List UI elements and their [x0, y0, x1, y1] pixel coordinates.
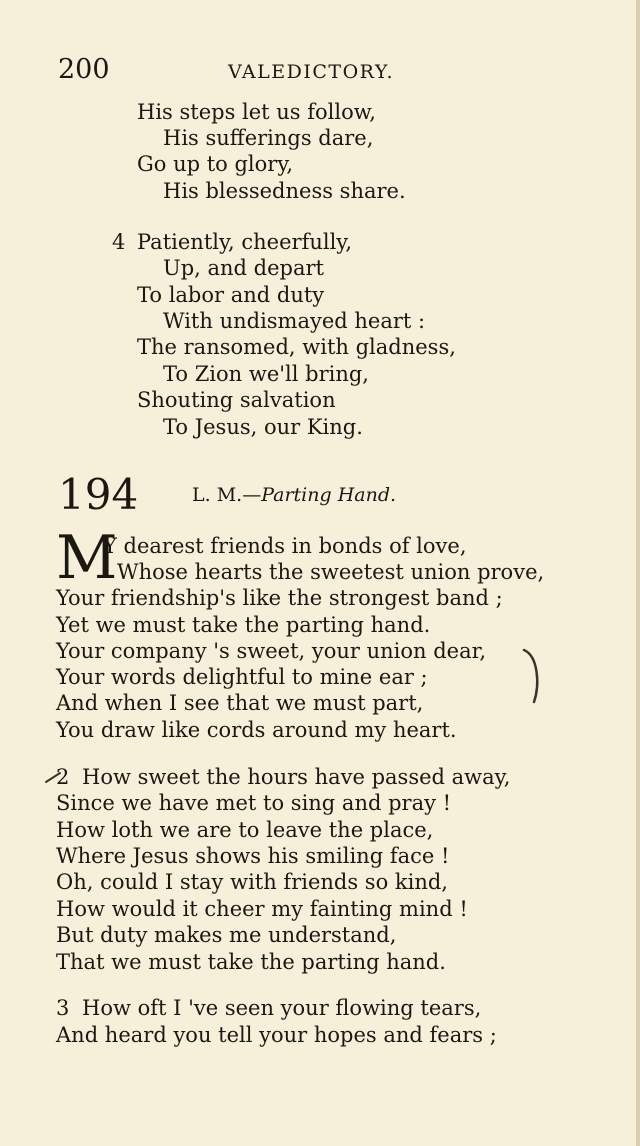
hymn-number: 194: [58, 470, 139, 519]
verse-line: Since we have met to sing and pray !: [56, 791, 452, 815]
stanza-line: Go up to glory,: [137, 152, 294, 176]
hymn-heading: [58, 470, 598, 522]
stanza-line: His blessedness share.: [163, 179, 406, 203]
pencil-tick-mark: [44, 770, 64, 784]
verse-line: How would it cheer my fainting mind !: [56, 897, 468, 921]
verse-line: Y dearest friends in bonds of love,: [103, 534, 467, 558]
stanza-line: To Zion we'll bring,: [163, 362, 369, 386]
stanza-number: 4: [112, 230, 126, 254]
page-edge: [636, 0, 640, 1146]
stanza-line: With undismayed heart :: [163, 309, 426, 333]
verse-number: 3: [56, 996, 70, 1020]
stanza-line: Shouting salvation: [137, 388, 336, 412]
verse-line: Oh, could I stay with friends so kind,: [56, 870, 448, 894]
hymn-meter: L. M.—: [192, 484, 262, 506]
verse-line: But duty makes me understand,: [56, 923, 397, 947]
verse-line: Whose hearts the sweetest union prove,: [117, 560, 545, 584]
stanza-line: To labor and duty: [137, 283, 325, 307]
verse-line: Your words delightful to mine ear ;: [56, 665, 428, 689]
verse-line: And heard you tell your hopes and fears ;: [56, 1023, 497, 1047]
hymn-meter-line: [192, 482, 396, 508]
stanza-line: Patiently, cheerfully,: [137, 230, 353, 254]
stanza-line: His steps let us follow,: [137, 100, 376, 124]
verse-line: How sweet the hours have passed away,: [82, 765, 511, 789]
page-number: 200: [58, 54, 110, 85]
stanza-line: His sufferings dare,: [163, 126, 374, 150]
page-header: [58, 52, 418, 92]
verse-line: Where Jesus shows his smiling face !: [56, 844, 450, 868]
stanza-line: The ransomed, with gladness,: [137, 335, 456, 359]
verse-line: Yet we must take the parting hand.: [56, 613, 431, 637]
verse-line: And when I see that we must part,: [56, 691, 424, 715]
verse-line: Your company 's sweet, your union dear,: [56, 639, 487, 663]
verse-line: How loth we are to leave the place,: [56, 818, 434, 842]
running-title: VALEDICTORY.: [228, 61, 395, 83]
verse-line: How oft I 've seen your flowing tears,: [82, 996, 482, 1020]
verse-line: Your friendship's like the strongest band ;: [56, 586, 503, 610]
verse-number: 2: [56, 765, 70, 789]
drop-cap: M: [56, 523, 118, 593]
stanza-line: Up, and depart: [163, 256, 324, 280]
stanza-line: To Jesus, our King.: [163, 415, 363, 439]
verse-line: That we must take the parting hand.: [56, 950, 446, 974]
pencil-bracket-mark: [520, 644, 550, 710]
verse-line: You draw like cords around my heart.: [56, 718, 457, 742]
hymn-title: Parting Hand.: [261, 484, 397, 506]
